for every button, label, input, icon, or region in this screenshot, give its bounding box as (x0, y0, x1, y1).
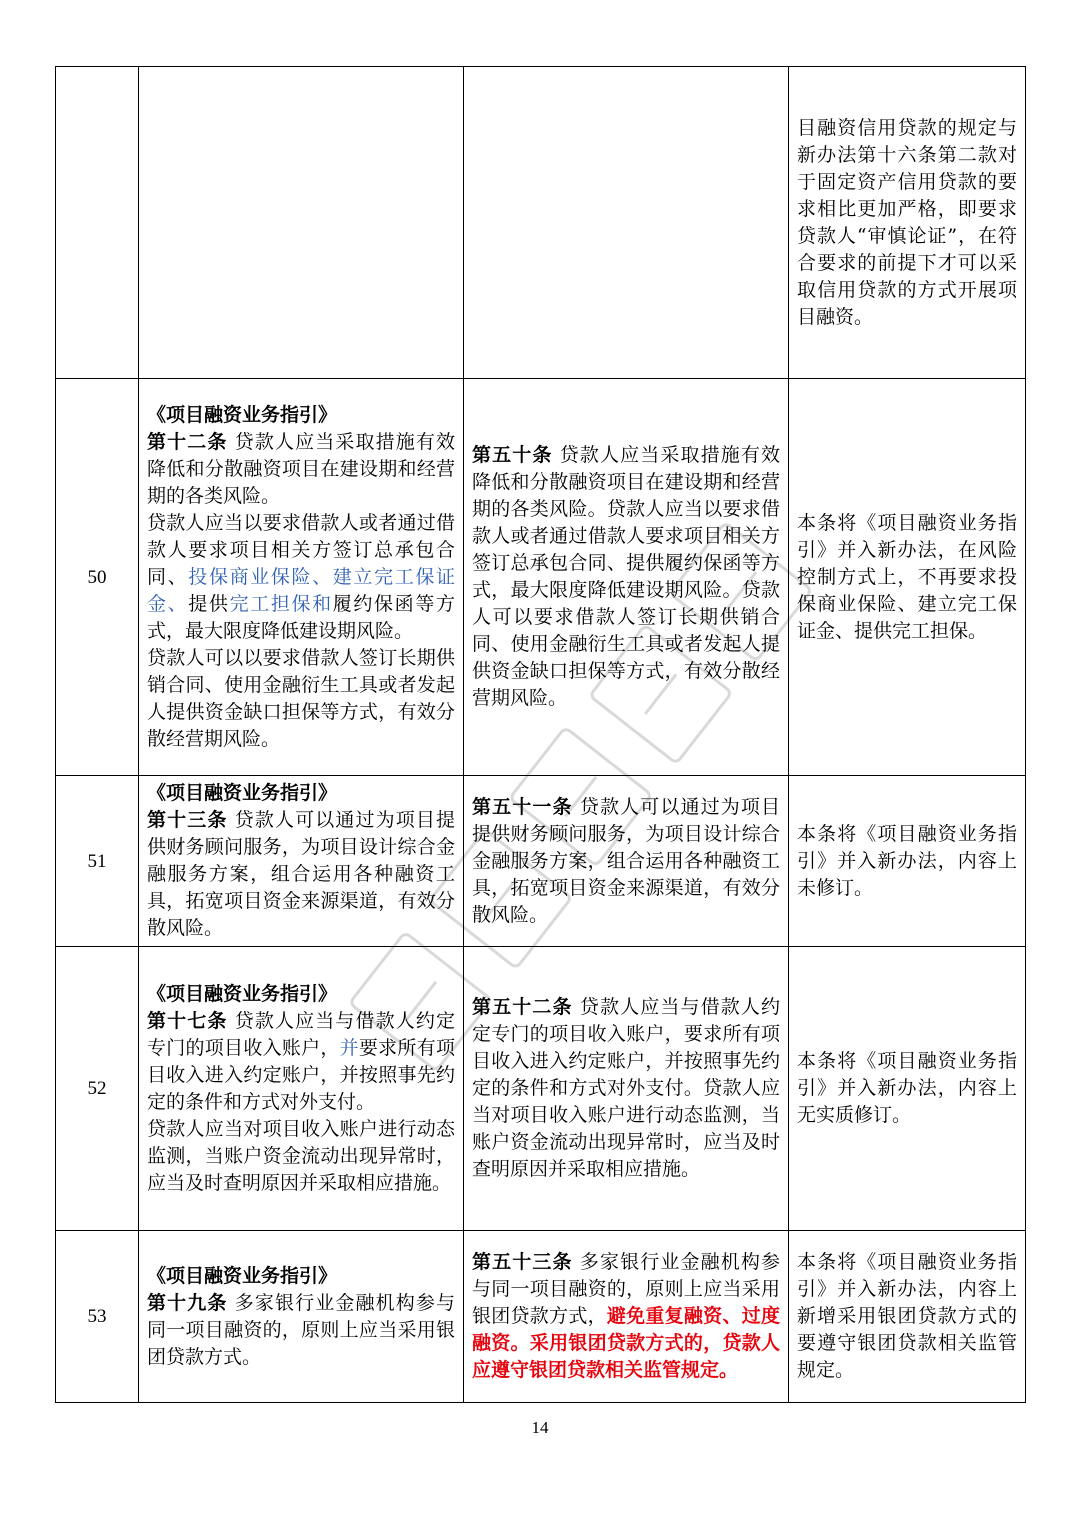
row-number: 53 (56, 1231, 139, 1403)
new-provision-cell (464, 67, 789, 379)
old-paragraph: 贷款人可以以要求借款人签订长期供销合同、使用金融衍生工具或者发起人提供资金缺口担保等方式，有效分散经营期风险。 (147, 646, 455, 750)
old-paragraph: 要求所有项目收入进入约定账户，并按照事先约定的条件和方式对外支付。 (147, 1036, 455, 1113)
new-provision-cell (464, 947, 789, 1231)
added-text: 避免重复融资、过度融资。采用银团贷款方式的，贷款人应遵守银团贷款相关监管规定。 (472, 1305, 780, 1381)
new-provision-text: 贷款人应当采取措施有效降低和分散融资项目在建设期和经营期的各类风险。贷款人应当以要求借款人或者通过借款人要求项目相关方签订总承包合同、提供履约保函等方式，最大限度降低建设期风险。贷款人可以要求借款人签订长期供销合同、使用金融衍生工具或者发起人提供资金缺口担保等方式，有效分散经营期风险。 (472, 444, 780, 709)
table-row (56, 379, 1026, 776)
old-provision-cell (139, 67, 464, 379)
old-paragraph: 贷款人可以通过为项目提供财务顾问服务，为项目设计综合金融服务方案，组合运用各种融资工具，拓宽项目资金来源渠道，有效分散风险。 (147, 809, 455, 939)
comparison-table (55, 66, 1026, 1403)
old-article-number: 第十二条 (147, 430, 228, 453)
old-provision-cell (139, 379, 464, 776)
old-paragraph: 多家银行业金融机构参与同一项目融资的，原则上应当采用银团贷款方式。 (147, 1291, 455, 1368)
note-text: 本条将《项目融资业务指引》并入新办法，内容上未修订。 (797, 822, 1017, 899)
deleted-text: 投保商业保险、建立完工保证金、 (147, 565, 455, 615)
new-article-number: 第五十条 (472, 444, 553, 466)
old-provision-cell (139, 947, 464, 1231)
old-paragraph: 履约保函等方式，最大限度降低建设期风险。 (147, 592, 455, 642)
note-text: 本条将《项目融资业务指引》并入新办法，内容上新增采用银团贷款方式的要遵守银团贷款相关监管规定。 (797, 1251, 1017, 1381)
old-article-number: 第十七条 (147, 1009, 228, 1032)
old-provision-cell (139, 776, 464, 947)
new-provision-cell (464, 776, 789, 947)
old-paragraph: 贷款人应当对项目收入账户进行动态监测，当账户资金流动出现异常时，应当及时查明原因并采取相应措施。 (147, 1117, 455, 1194)
note-cell (789, 379, 1026, 776)
row-number (56, 67, 139, 379)
old-paragraph: 贷款人应当以要求借款人或者通过借款人要求项目相关方签订总承包合同、 (147, 511, 455, 588)
new-provision-cell (464, 379, 789, 776)
row-number: 50 (56, 379, 139, 776)
note-text: 目融资信用贷款的规定与新办法第十六条第二款对于固定资产信用贷款的要求相比更加严格，即要求贷款人“审慎论证”，在符合要求的前提下才可以采取信用贷款的方式开展项目融资。 (797, 116, 1017, 328)
note-cell (789, 947, 1026, 1231)
old-paragraph: 贷款人应当采取措施有效降低和分散融资项目在建设期和经营期的各类风险。 (147, 430, 455, 507)
page-number: 14 (531, 1418, 549, 1437)
new-provision-text: 多家银行业金融机构参与同一项目融资的，原则上应当采用银团贷款方式， (472, 1251, 780, 1327)
old-source-title: 《项目融资业务指引》 (147, 1264, 338, 1287)
new-article-number: 第五十三条 (472, 1251, 573, 1273)
note-cell (789, 1231, 1026, 1403)
old-paragraph: 提供 (188, 592, 230, 615)
old-article-number: 第十三条 (147, 809, 228, 831)
note-cell (789, 67, 1026, 379)
table-row (56, 776, 1026, 947)
old-source-title: 《项目融资业务指引》 (147, 982, 338, 1005)
new-article-number: 第五十二条 (472, 996, 573, 1018)
row-number: 52 (56, 947, 139, 1231)
old-source-title: 《项目融资业务指引》 (147, 782, 338, 804)
new-provision-text: 贷款人可以通过为项目提供财务顾问服务，为项目设计综合金融服务方案，组合运用各种融资工具，拓宽项目资金来源渠道，有效分散风险。 (472, 795, 780, 926)
new-provision-cell (464, 1231, 789, 1403)
table-row (56, 947, 1026, 1231)
note-text: 本条将《项目融资业务指引》并入新办法，在风险控制方式上，不再要求投保商业保险、建立完工保证金、提供完工担保。 (797, 511, 1017, 642)
deleted-text: 完工担保和 (229, 592, 333, 615)
old-article-number: 第十九条 (147, 1291, 228, 1314)
new-article-number: 第五十一条 (472, 795, 573, 818)
row-number: 51 (56, 776, 139, 947)
new-provision-text: 贷款人应当与借款人约定专门的项目收入账户，要求所有项目收入进入约定账户，并按照事先约定的条件和方式对外支付。贷款人应当对项目收入账户进行动态监测，当账户资金流动出现异常时，应当及时查明原因并采取相应措施。 (472, 996, 780, 1180)
old-provision-cell (139, 1231, 464, 1403)
note-cell (789, 776, 1026, 947)
deleted-text: 并 (339, 1036, 359, 1059)
table-row (56, 67, 1026, 379)
table-row (56, 1231, 1026, 1403)
old-paragraph: 贷款人应当与借款人约定专门的项目收入账户， (147, 1009, 455, 1059)
old-source-title: 《项目融资业务指引》 (147, 403, 338, 426)
note-text: 本条将《项目融资业务指引》并入新办法，内容上无实质修订。 (797, 1050, 1017, 1126)
